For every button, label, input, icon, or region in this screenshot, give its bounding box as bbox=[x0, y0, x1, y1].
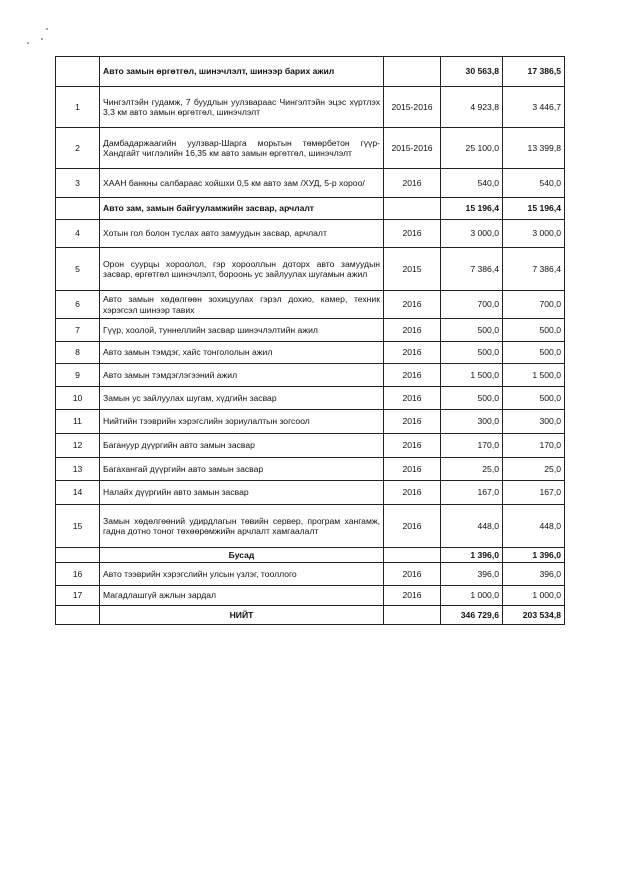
row-number: 3 bbox=[56, 169, 100, 198]
budget-table-body bbox=[56, 57, 565, 625]
row-year: 2016 bbox=[384, 410, 441, 434]
row-value-2: 167,0 bbox=[503, 481, 565, 505]
table-row bbox=[56, 319, 565, 342]
row-number: 11 bbox=[56, 410, 100, 434]
row-number: 5 bbox=[56, 248, 100, 291]
row-value-2: 540,0 bbox=[503, 169, 565, 198]
table-row bbox=[56, 586, 565, 606]
row-year: 2016 bbox=[384, 505, 441, 548]
table-row bbox=[56, 563, 565, 586]
row-name: Авто тээврийн хэрэгслийн улсын үзлэг, тооллого bbox=[100, 563, 384, 586]
table-row bbox=[56, 505, 565, 548]
table-row bbox=[56, 291, 565, 319]
row-value-2: 500,0 bbox=[503, 319, 565, 342]
row-value-1: 540,0 bbox=[441, 169, 503, 198]
row-year: 2016 bbox=[384, 291, 441, 319]
row-number: 17 bbox=[56, 586, 100, 606]
row-name: Магадлашгүй ажлын зардал bbox=[100, 586, 384, 606]
row-value-1: 15 196,4 bbox=[441, 198, 503, 220]
row-value-2: 3 446,7 bbox=[503, 87, 565, 128]
row-value-2: 203 534,8 bbox=[503, 606, 565, 625]
row-value-1: 3 000,0 bbox=[441, 220, 503, 248]
table-row bbox=[56, 248, 565, 291]
row-number: 1 bbox=[56, 87, 100, 128]
row-number: 12 bbox=[56, 434, 100, 458]
row-value-2: 7 386,4 bbox=[503, 248, 565, 291]
row-name: Бусад bbox=[100, 548, 384, 563]
row-value-1: 1 500,0 bbox=[441, 364, 503, 387]
row-year: 2015 bbox=[384, 248, 441, 291]
row-value-1: 500,0 bbox=[441, 387, 503, 410]
row-name: Авто замын өргөтгөл, шинэчлэлт, шинээр барих ажил bbox=[100, 57, 384, 87]
row-value-2: 396,0 bbox=[503, 563, 565, 586]
row-name: Орон суурцы хороолол, гэр хорооллын доторх авто замуудын засвар, өргөтгөл шинэчлэлт, бороонь ус зайлуулах шугамын ажил bbox=[100, 248, 384, 291]
row-year: 2016 bbox=[384, 169, 441, 198]
row-name: Авто замын хөдөлгөөн зохицуулах гэрэл дохио, камер, техник хэрэгсэл шинээр тавих bbox=[100, 291, 384, 319]
row-value-2: 170,0 bbox=[503, 434, 565, 458]
row-name: Дамбадаржаагийн уулзвар-Шарга морьтын төмөрбетон гүүр-Хандгайт чиглэлийн 16,35 км авто замын өргөтгөл, шинэчлэлт bbox=[100, 128, 384, 169]
table-row bbox=[56, 387, 565, 410]
scan-speck bbox=[27, 42, 29, 44]
row-value-1: 448,0 bbox=[441, 505, 503, 548]
section-row bbox=[56, 548, 565, 563]
table-row bbox=[56, 410, 565, 434]
row-number bbox=[56, 606, 100, 625]
section-row bbox=[56, 198, 565, 220]
row-number bbox=[56, 198, 100, 220]
row-name: Налайх дүүргийн авто замын засвар bbox=[100, 481, 384, 505]
row-name: Гүүр, хоолой, туннеллийн засвар шинэчлэлтийн ажил bbox=[100, 319, 384, 342]
row-value-1: 1 396,0 bbox=[441, 548, 503, 563]
row-name: Нийтийн тээврийн хэрэгслийн зориулалтын зогсоол bbox=[100, 410, 384, 434]
row-name: ХААН банкны салбараас хойшхи 0,5 км авто зам /ХУД, 5-р хороо/ bbox=[100, 169, 384, 198]
budget-table bbox=[55, 56, 565, 625]
row-number: 8 bbox=[56, 342, 100, 364]
row-value-2: 17 386,5 bbox=[503, 57, 565, 87]
table-row bbox=[56, 169, 565, 198]
row-year: 2016 bbox=[384, 342, 441, 364]
row-value-1: 30 563,8 bbox=[441, 57, 503, 87]
row-value-2: 1 396,0 bbox=[503, 548, 565, 563]
row-year: 2015-2016 bbox=[384, 87, 441, 128]
row-number: 10 bbox=[56, 387, 100, 410]
row-value-1: 170,0 bbox=[441, 434, 503, 458]
row-number: 9 bbox=[56, 364, 100, 387]
row-value-1: 7 386,4 bbox=[441, 248, 503, 291]
row-value-2: 1 500,0 bbox=[503, 364, 565, 387]
row-year: 2015-2016 bbox=[384, 128, 441, 169]
row-value-1: 167,0 bbox=[441, 481, 503, 505]
row-year: 2016 bbox=[384, 458, 441, 481]
row-name: Замын ус зайлуулах шугам, хүдгийн засвар bbox=[100, 387, 384, 410]
total-row bbox=[56, 606, 565, 625]
scan-speck bbox=[46, 28, 48, 30]
row-value-2: 500,0 bbox=[503, 342, 565, 364]
row-number: 13 bbox=[56, 458, 100, 481]
row-value-1: 4 923,8 bbox=[441, 87, 503, 128]
row-number bbox=[56, 57, 100, 87]
row-value-1: 1 000,0 bbox=[441, 586, 503, 606]
scan-speck bbox=[41, 38, 43, 40]
row-value-1: 25,0 bbox=[441, 458, 503, 481]
row-value-2: 700,0 bbox=[503, 291, 565, 319]
section-row bbox=[56, 57, 565, 87]
table-row bbox=[56, 481, 565, 505]
row-year: 2016 bbox=[384, 319, 441, 342]
row-value-1: 700,0 bbox=[441, 291, 503, 319]
table-row bbox=[56, 220, 565, 248]
row-number: 16 bbox=[56, 563, 100, 586]
row-number: 15 bbox=[56, 505, 100, 548]
row-value-1: 346 729,6 bbox=[441, 606, 503, 625]
row-name: Авто замын тэмдэглэгээний ажил bbox=[100, 364, 384, 387]
row-name: Чингэлтэйн гудамж, 7 буудлын уулзвараас Чингэлтэйн эцэс хүртлэх 3,3 км авто замын өргөтгөл, шинэчлэлт bbox=[100, 87, 384, 128]
row-name: Авто замын тэмдэг, хайс тонгололын ажил bbox=[100, 342, 384, 364]
row-number: 2 bbox=[56, 128, 100, 169]
row-value-2: 13 399,8 bbox=[503, 128, 565, 169]
row-value-2: 300,0 bbox=[503, 410, 565, 434]
row-year: 2016 bbox=[384, 586, 441, 606]
row-value-2: 25,0 bbox=[503, 458, 565, 481]
row-year: 2016 bbox=[384, 434, 441, 458]
row-name: Хотын гол болон туслах авто замуудын засвар, арчлалт bbox=[100, 220, 384, 248]
row-name: НИЙТ bbox=[100, 606, 384, 625]
row-year: 2016 bbox=[384, 387, 441, 410]
row-value-1: 396,0 bbox=[441, 563, 503, 586]
row-name: Багануур дүүргийн авто замын засвар bbox=[100, 434, 384, 458]
row-value-1: 500,0 bbox=[441, 342, 503, 364]
row-name: Багахангай дүүргийн авто замын засвар bbox=[100, 458, 384, 481]
row-value-1: 25 100,0 bbox=[441, 128, 503, 169]
row-number: 14 bbox=[56, 481, 100, 505]
table-row bbox=[56, 434, 565, 458]
row-number: 7 bbox=[56, 319, 100, 342]
row-year bbox=[384, 548, 441, 563]
table-row bbox=[56, 458, 565, 481]
table-row bbox=[56, 128, 565, 169]
table-row bbox=[56, 87, 565, 128]
row-value-2: 3 000,0 bbox=[503, 220, 565, 248]
row-value-2: 448,0 bbox=[503, 505, 565, 548]
row-year bbox=[384, 57, 441, 87]
row-number: 6 bbox=[56, 291, 100, 319]
row-value-2: 15 196,4 bbox=[503, 198, 565, 220]
row-year bbox=[384, 198, 441, 220]
row-year: 2016 bbox=[384, 364, 441, 387]
row-value-1: 300,0 bbox=[441, 410, 503, 434]
row-year: 2016 bbox=[384, 563, 441, 586]
row-year: 2016 bbox=[384, 220, 441, 248]
row-number: 4 bbox=[56, 220, 100, 248]
row-number bbox=[56, 548, 100, 563]
table-row bbox=[56, 364, 565, 387]
row-name: Авто зам, замын байгууламжийн засвар, арчлалт bbox=[100, 198, 384, 220]
row-value-2: 500,0 bbox=[503, 387, 565, 410]
row-year: 2016 bbox=[384, 481, 441, 505]
row-name: Замын хөдөлгөөний удирдлагын төвийн сервер, програм хангамж, гадна дотно тоног төхөөрөмжийн арчлалт хамгаалалт bbox=[100, 505, 384, 548]
row-year bbox=[384, 606, 441, 625]
table-row bbox=[56, 342, 565, 364]
row-value-1: 500,0 bbox=[441, 319, 503, 342]
row-value-2: 1 000,0 bbox=[503, 586, 565, 606]
